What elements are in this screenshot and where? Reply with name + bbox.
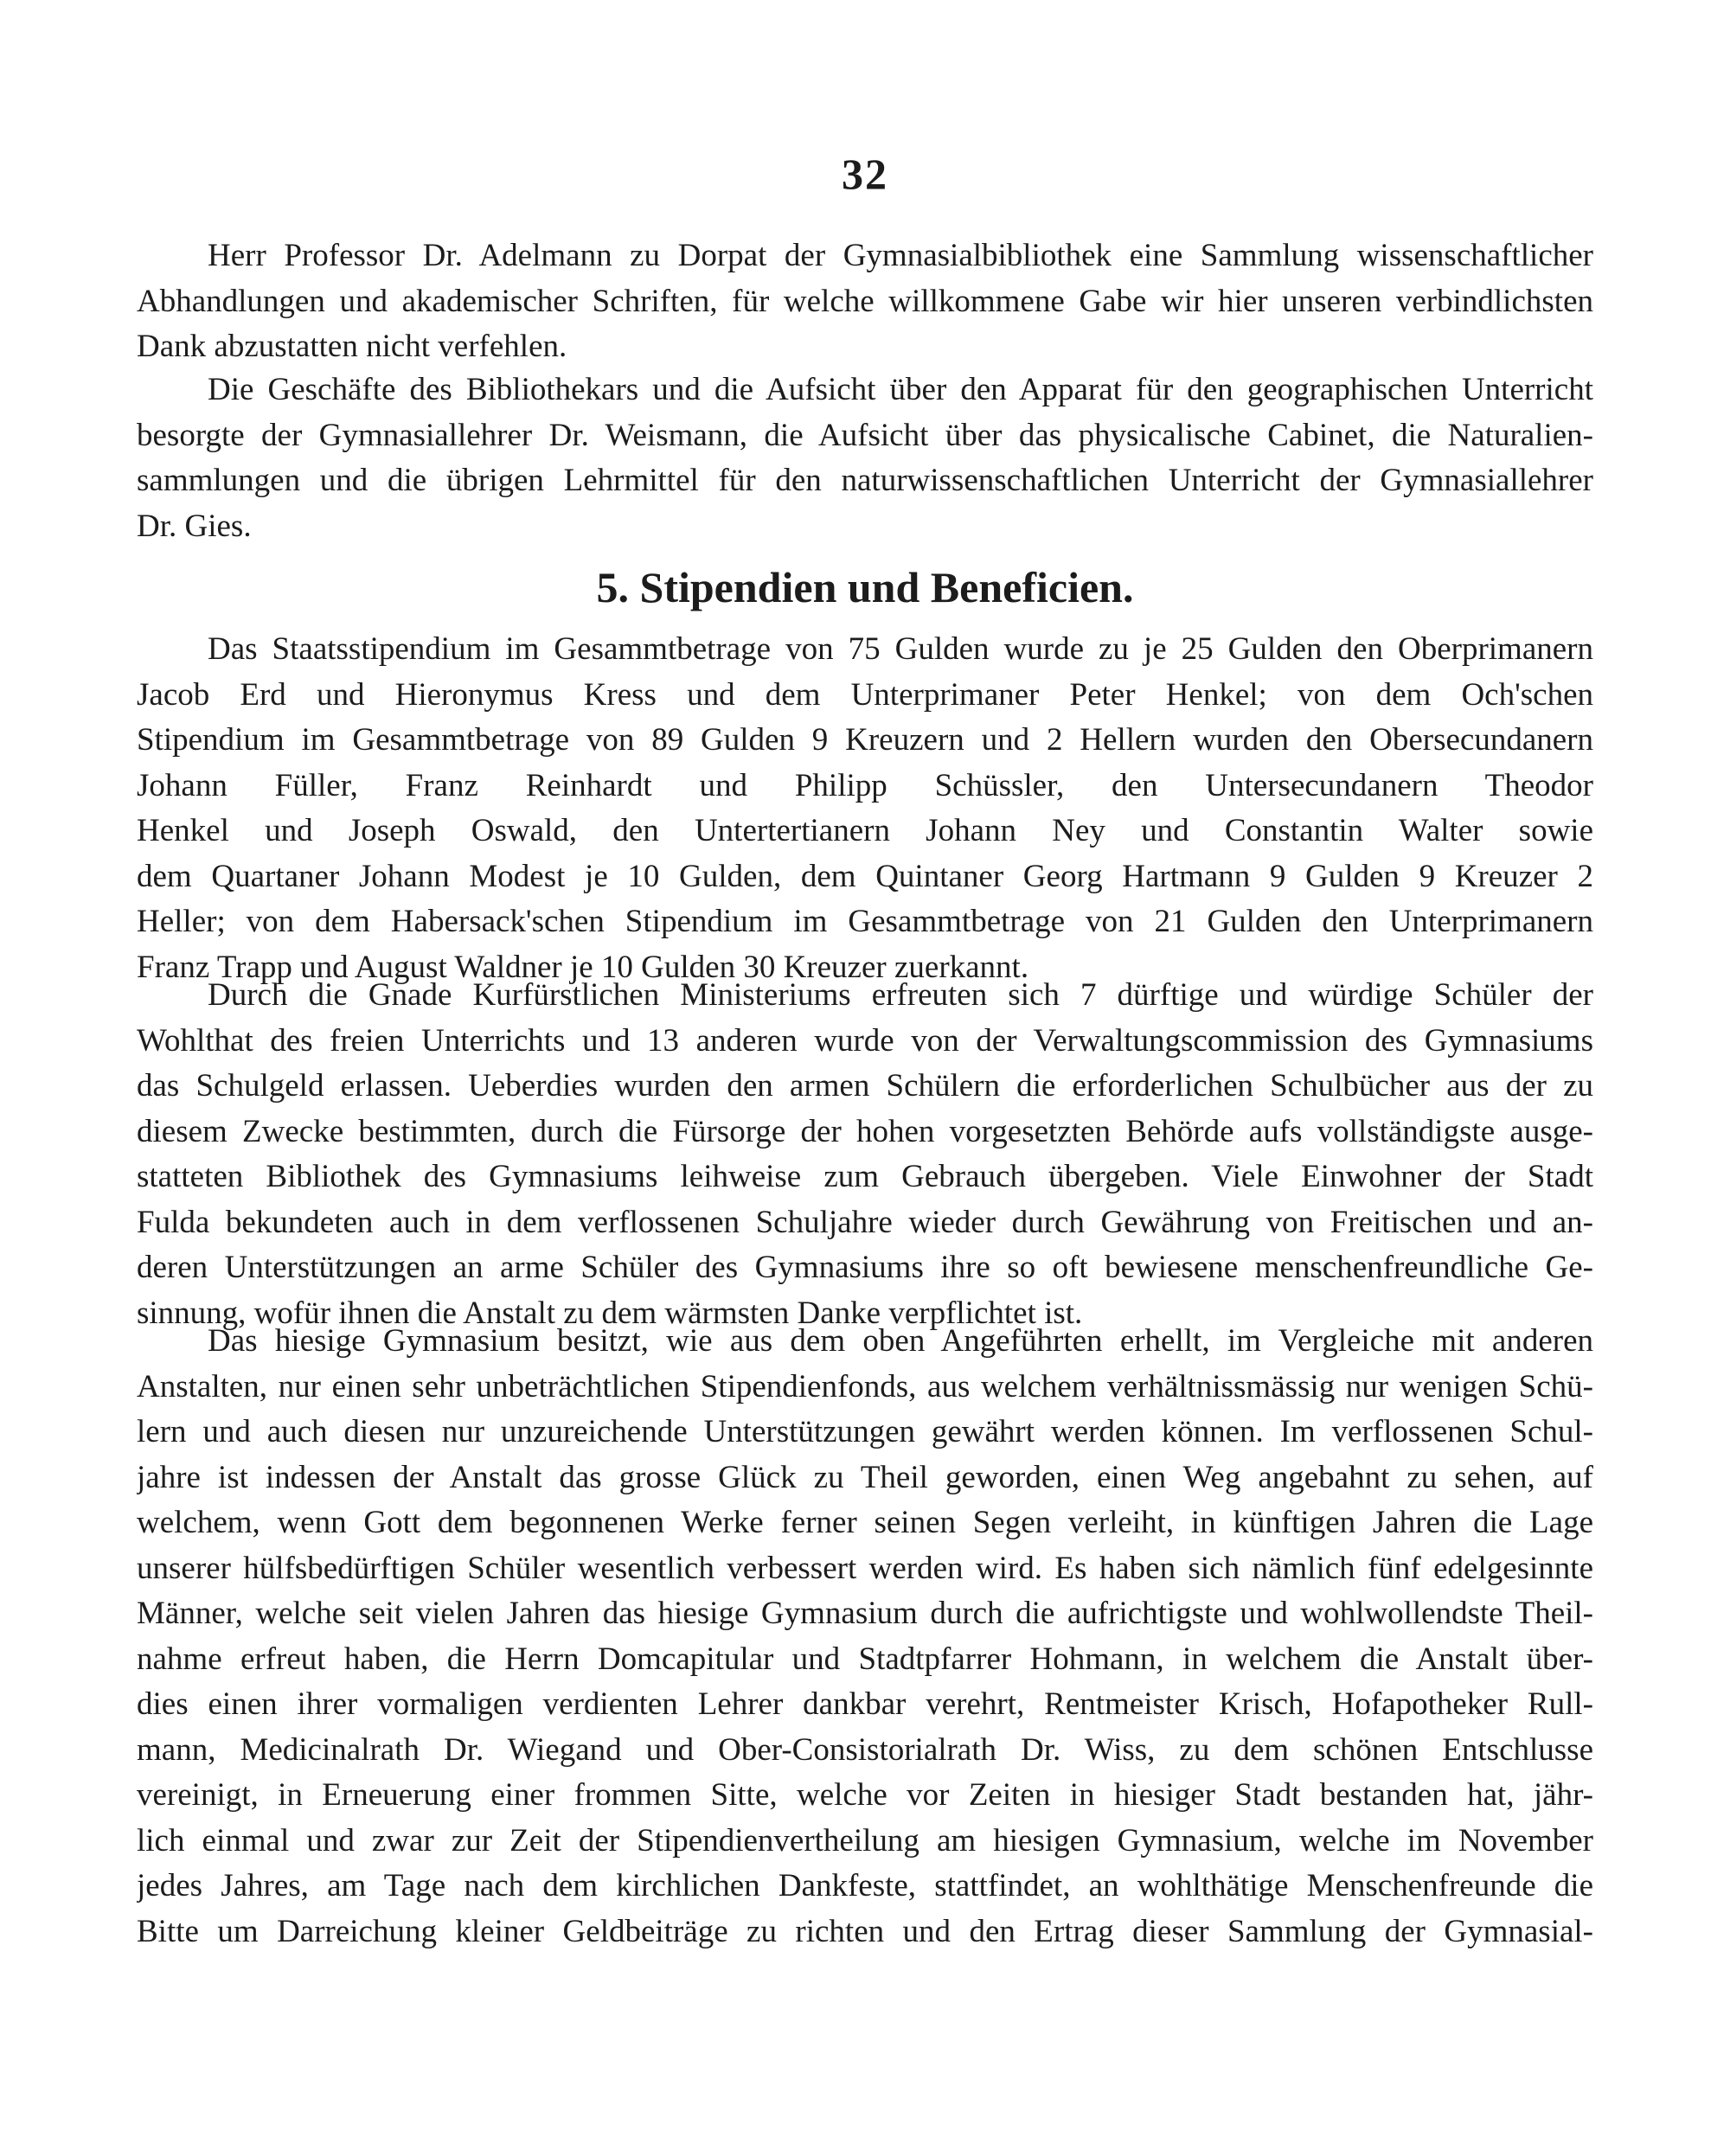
text-line: unserer hülfsbedürftigen Schüler wesentlich verbessert werden wird. Es haben sich nämlich fünf edelgesinnte [137, 1550, 1593, 1586]
text-line: Dr. Gies. [137, 508, 252, 544]
paragraph-1 [137, 234, 1593, 370]
text-line: Wohlthat des freien Unterrichts und 13 anderen wurde von der Verwaltungscommission des Gymnasiums [137, 1022, 1593, 1059]
page-number: 32 [842, 150, 888, 198]
text-line: Henkel und Joseph Oswald, den Untertertianern Johann Ney und Constantin Walter sowie [137, 813, 1593, 848]
text-line: Heller; von dem Habersack'schen Stipendium im Gesammtbetrage von 21 Gulden den Unterprimanern [137, 904, 1593, 939]
text-line: Herr Professor Dr. Adelmann zu Dorpat der Gymnasialbibliothek eine Sammlung wissenschaftlicher [208, 238, 1593, 273]
text-line: Das hiesige Gymnasium besitzt, wie aus dem oben Angeführten erhellt, im Vergleiche mit anderen [208, 1323, 1593, 1359]
paragraph-2 [137, 368, 1593, 549]
text-line: mann, Medicinalrath Dr. Wiegand und Ober-Consistorialrath Dr. Wiss, zu dem schönen Entschlusse [137, 1731, 1593, 1768]
text-line: Johann Füller, Franz Reinhardt und Philipp Schüssler, den Untersecundanern Theodor [137, 767, 1593, 803]
text-line: dem Quartaner Johann Modest je 10 Gulden, dem Quintaner Georg Hartmann 9 Gulden 9 Kreuzer 2 [137, 858, 1593, 894]
text-line: Franz Trapp und August Waldner je 10 Gulden 30 Kreuzer zuerkannt. [137, 949, 1029, 985]
text-line: jahre ist indessen der Anstalt das grosse Glück zu Theil geworden, einen Weg angebahnt zu sehen, auf [137, 1459, 1593, 1495]
paragraph-3 [137, 627, 1593, 990]
text-line: Bitte um Darreichung kleiner Geldbeiträge zu richten und den Ertrag dieser Sammlung der Gymnasial- [137, 1913, 1593, 1949]
paragraph-5 [137, 1319, 1593, 1954]
text-line: lern und auch diesen nur unzureichende Unterstützungen gewährt werden können. Im verflossenen Schul- [137, 1414, 1593, 1449]
text-line: welchem, wenn Gott dem begonnenen Werke ferner seinen Segen verleiht, in künftigen Jahren die Lage [137, 1505, 1593, 1540]
text-line: lich einmal und zwar zur Zeit der Stipendienvertheilung am hiesigen Gymnasium, welche im November [137, 1822, 1593, 1859]
text-line: sinnung, wofür ihnen die Anstalt zu dem wärmsten Danke verpflichtet ist. [137, 1295, 1083, 1331]
text-line: besorgte der Gymnasiallehrer Dr. Weismann, die Aufsicht über das physicalische Cabinet, die Naturalien- [137, 417, 1593, 453]
text-line: vereinigt, in Erneuerung einer frommen Sitte, welche vor Zeiten in hiesiger Stadt bestanden hat, jähr- [137, 1777, 1593, 1813]
text-line: dies einen ihrer vormaligen verdienten Lehrer dankbar verehrt, Rentmeister Krisch, Hofapotheker Rull- [137, 1686, 1593, 1722]
text-line: Die Geschäfte des Bibliothekars und die Aufsicht über den Apparat für den geographischen Unterricht [208, 372, 1593, 407]
text-line: Abhandlungen und akademischer Schriften, für welche willkommene Gabe wir hier unseren verbindlichsten [137, 283, 1593, 319]
text-line: Durch die Gnade Kurfürstlichen Ministeriums erfreuten sich 7 dürftige und würdige Schüler der [208, 977, 1593, 1013]
text-line: Das Staatsstipendium im Gesammtbetrage von 75 Gulden wurde zu je 25 Gulden den Oberprimanern [208, 631, 1593, 667]
text-line: Anstalten, nur einen sehr unbeträchtlichen Stipendienfonds, aus welchem verhältnissmässig nur wenigen Schü- [137, 1368, 1593, 1404]
text-line: Dank abzustatten nicht verfehlen. [137, 329, 567, 364]
text-line: statteten Bibliothek des Gymnasiums leihweise zum Gebrauch übergeben. Viele Einwohner der Stadt [137, 1159, 1593, 1194]
text-line: das Schulgeld erlassen. Ueberdies wurden den armen Schülern die erforderlichen Schulbücher aus der zu [137, 1068, 1593, 1104]
section-heading: 5. Stipendien und Beneficien. [596, 563, 1134, 611]
text-line: diesem Zwecke bestimmten, durch die Fürsorge der hohen vorgesetzten Behörde aufs vollständigste ausge- [137, 1113, 1593, 1149]
text-line: nahme erfreut haben, die Herrn Domcapitular und Stadtpfarrer Hohmann, in welchem die Anstalt über- [137, 1641, 1593, 1677]
text-line: deren Unterstützungen an arme Schüler des Gymnasiums ihre so oft bewiesene menschenfreundliche Ge- [137, 1250, 1593, 1285]
text-line: Fulda bekundeten auch in dem verflossenen Schuljahre wieder durch Gewährung von Freitischen und an- [137, 1204, 1593, 1240]
text-line: sammlungen und die übrigen Lehrmittel für den naturwissenschaftlichen Unterricht der Gymnasiallehrer [137, 463, 1593, 498]
paragraph-4 [137, 973, 1593, 1336]
text-line: Männer, welche seit vielen Jahren das hiesige Gymnasium durch die aufrichtigste und wohlwollendste Theil- [137, 1596, 1593, 1631]
text-line: Stipendium im Gesammtbetrage von 89 Gulden 9 Kreuzern und 2 Hellern wurden den Obersecundanern [137, 722, 1593, 758]
text-line: jedes Jahres, am Tage nach dem kirchlichen Dankfeste, stattfindet, an wohlthätige Menschenfreunde die [137, 1868, 1593, 1903]
text-line: Jacob Erd und Hieronymus Kress und dem Unterprimaner Peter Henkel; von dem Och'schen [137, 676, 1593, 713]
